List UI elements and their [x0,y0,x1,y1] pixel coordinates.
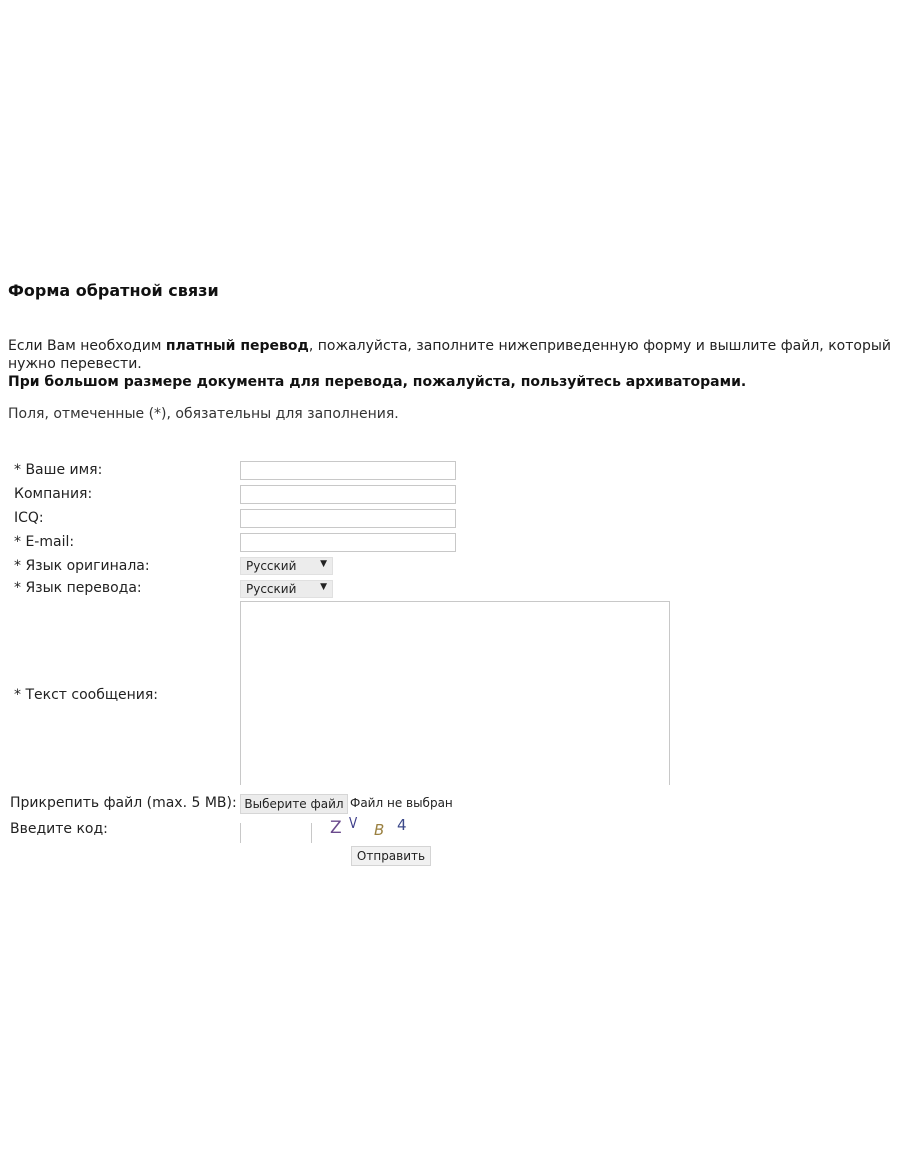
intro-text-bold: платный перевод [165,338,309,354]
file-status-text: Файл не выбран [350,796,453,810]
target-language-label: * Язык перевода: [14,580,142,596]
intro-text-part1: Если Вам необходим [8,338,166,354]
source-language-label: * Язык оригинала: [14,558,150,574]
icq-input[interactable] [240,509,456,528]
target-language-value: Русский [246,582,297,596]
target-language-select[interactable] [240,580,333,598]
submit-button[interactable]: Отправить [351,846,431,866]
message-textarea[interactable] [240,601,670,785]
choose-file-button[interactable]: Выберите файл [240,794,348,814]
email-input[interactable] [240,533,456,552]
company-label: Компания: [14,486,93,502]
required-fields-note: Поля, отмеченные (*), обязательны для заполнения. [8,406,399,422]
dropdown-arrow-icon: ▼ [320,559,327,569]
captcha-char: Z [330,818,342,838]
page-title: Форма обратной связи [8,281,219,300]
captcha-label: Введите код: [10,821,108,837]
intro-text [8,337,903,391]
dropdown-arrow-icon: ▼ [320,582,327,592]
icq-label: ICQ: [14,510,44,526]
email-label: * E-mail: [14,534,75,550]
captcha-image [326,814,416,840]
intro-text-part2: , пожалуйста, заполните нижеприведенную форму и вышлите файл, который нужно перевести. [8,338,891,372]
name-input[interactable] [240,461,456,480]
captcha-input[interactable] [240,823,312,843]
captcha-char: 4 [397,816,407,834]
source-language-select[interactable] [240,557,333,575]
message-label: * Текст сообщения: [14,687,159,703]
name-label: * Ваше имя: [14,462,103,478]
captcha-char: V [349,814,358,832]
attach-file-label: Прикрепить файл (max. 5 MB): [10,795,237,811]
company-input[interactable] [240,485,456,504]
archive-warning: При большом размере документа для перевода, пожалуйста, пользуйтесь архиваторами. [8,374,747,390]
source-language-value: Русский [246,559,297,573]
captcha-char: B [374,821,385,839]
